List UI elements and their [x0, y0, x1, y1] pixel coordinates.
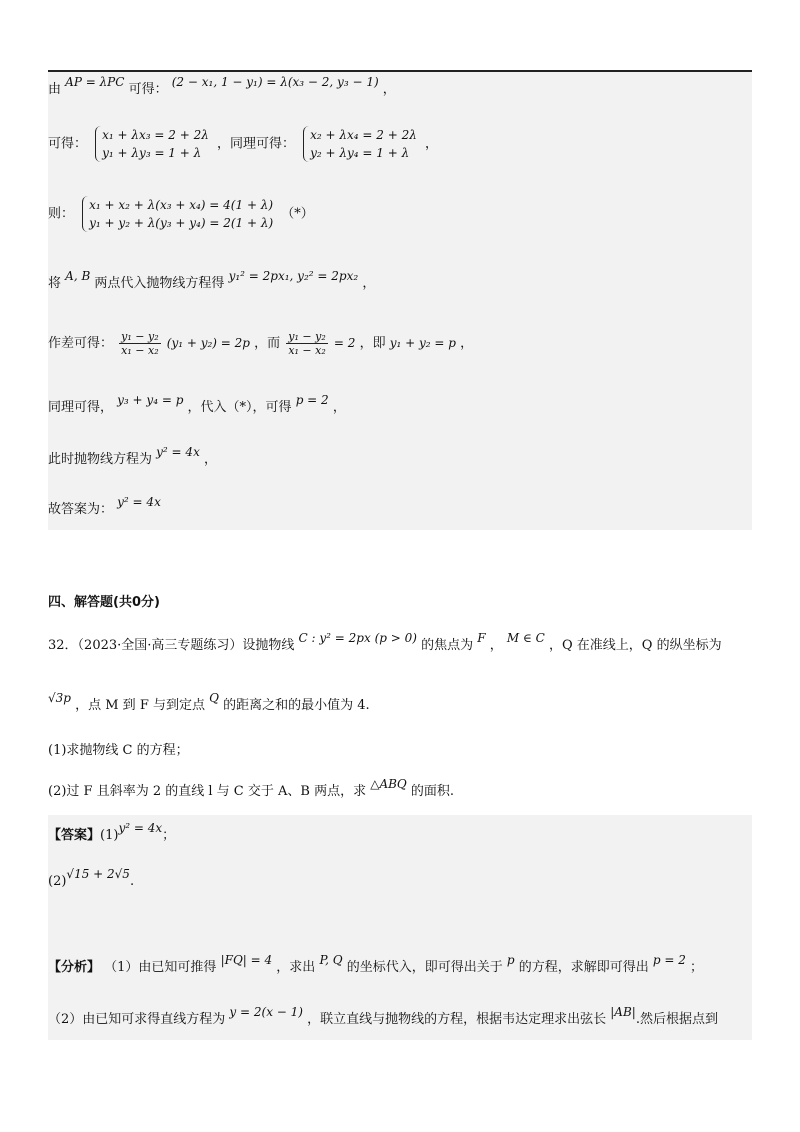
text: 由 [48, 82, 62, 97]
analysis-line-1 [48, 953, 703, 977]
question-32-line-2 [48, 691, 370, 715]
solution-line-5 [48, 330, 473, 357]
text: ，点 M 到 F 与到定点 [75, 698, 205, 713]
solution-line-4 [48, 269, 376, 293]
answer-line-1 [48, 821, 176, 845]
text: .然后根据点到 [635, 1012, 718, 1027]
answer-shaded-block [48, 815, 752, 1040]
answer-label: 【答案】 [48, 828, 101, 843]
text: 可得： [48, 136, 88, 152]
triangle-symbol: △ABQ [370, 777, 407, 791]
text: ， [382, 82, 396, 97]
equation-system-2 [303, 126, 417, 162]
text: (2) [48, 874, 67, 889]
answer-line-2 [48, 867, 135, 891]
equation: x₁ + x₂ + λ(x₃ + x₄) = 4(1 + λ) [89, 198, 274, 212]
equation: y₁ + λy₃ = 1 + λ [102, 146, 202, 160]
math-expression: p = 2 [652, 953, 686, 967]
points: P, Q [319, 953, 343, 967]
text: 的面积. [410, 784, 455, 799]
vector-equation: AP = λPC [65, 75, 125, 89]
text: ，联立直线与抛物线的方程，根据韦达定理求出弦长 [307, 1012, 607, 1027]
text: （2）由已知可求得直线方程为 [48, 1012, 226, 1027]
text: ，而 [254, 336, 281, 351]
solution-line-1 [48, 75, 396, 99]
text: ，求出 [276, 960, 316, 975]
analysis-line-2 [48, 1005, 718, 1029]
text: 将 [48, 276, 62, 291]
text: 的方程，求解即可得出 [518, 960, 649, 975]
math-expression: √3p [48, 691, 71, 705]
solution-line-8 [48, 495, 161, 519]
equation: y² = 4x [117, 495, 161, 509]
question-32-line-1 [48, 631, 722, 655]
text: 此时抛物线方程为 [48, 452, 153, 467]
numerator: y₁ − y₂ [121, 330, 159, 343]
point-symbol: Q [209, 691, 219, 705]
text: 的坐标代入，即可得出关于 [346, 960, 503, 975]
question-32-part-2 [48, 777, 455, 801]
equation: x₂ + λx₄ = 2 + 2λ [310, 128, 417, 142]
text: （1）由已知可推得 [104, 960, 217, 975]
equation-system-1 [95, 126, 209, 162]
math-expression: |FQ| = 4 [220, 953, 273, 967]
answer-equation: y² = 4x [118, 821, 163, 835]
equation: y₂ + λy₄ = 1 + λ [310, 146, 410, 160]
equation: (y₁ + y₂) = 2p [166, 336, 250, 350]
equation: (2 − x₁, 1 − y₁) = λ(x₃ − 2, y₃ − 1) [171, 75, 379, 89]
variable: p [506, 953, 515, 967]
text: 可得： [128, 82, 168, 97]
focus-symbol: F [477, 631, 486, 645]
parabola-equation: C : y² = 2px (p > 0) [298, 631, 417, 645]
text: ，代入（*），可得 [187, 400, 292, 415]
points: A, B [65, 269, 91, 283]
solution-line-3 [48, 196, 314, 232]
text: . [129, 874, 135, 889]
solution-line-7 [48, 445, 217, 469]
text: 的距离之和的最小值为 4. [223, 698, 370, 713]
question-number: 32． [48, 638, 78, 653]
text: 两点代入抛物线方程得 [94, 276, 225, 291]
equation: y₁ + y₂ + λ(y₃ + y₄) = 2(1 + λ) [89, 216, 274, 230]
text: (1) [100, 828, 119, 843]
text: ， [362, 276, 376, 291]
text: (2)过 F 且斜率为 2 的直线 l 与 C 交于 A、B 两点，求 [48, 784, 367, 799]
equation: = 2 [333, 336, 356, 350]
equation: y² = 4x [156, 445, 200, 459]
text: ，Q 在准线上，Q 的纵坐标为 [548, 638, 722, 653]
line-equation: y = 2(x − 1) [229, 1005, 303, 1019]
numerator: y₁ − y₂ [288, 330, 326, 343]
text: 的焦点为 [421, 638, 474, 653]
answer-value: √15 + 2√5 [66, 867, 130, 881]
solution-line-2 [48, 126, 438, 162]
text: 同理可得， [48, 400, 114, 415]
text: 作差可得： [48, 336, 114, 351]
equation: y₁² = 2px₁, y₂² = 2px₂ [228, 269, 359, 283]
question-32-part-1: (1)求抛物线 C 的方程； [48, 743, 189, 758]
math-expression: M ∈ C [506, 631, 545, 645]
denominator: x₁ − x₂ [288, 344, 326, 357]
analysis-label: 【分析】 [48, 960, 101, 975]
text: ， [424, 136, 438, 152]
section-heading: 四、解答题(共0分) [48, 595, 160, 610]
text: 故答案为： [48, 502, 114, 517]
equation: p = 2 [295, 393, 329, 407]
denominator: x₁ − x₂ [121, 344, 159, 357]
text: ； [162, 828, 176, 843]
text: ； [689, 960, 703, 975]
text: （*） [281, 206, 314, 222]
text: ， [460, 336, 474, 351]
text: ，同理可得： [216, 136, 295, 152]
text: ，即 [359, 336, 386, 351]
text: ， [203, 452, 217, 467]
question-source: （2023·全国·高三专题练习）设抛物线 [77, 638, 295, 653]
text: ， [332, 400, 346, 415]
fraction-1 [119, 330, 160, 357]
solution-line-6 [48, 393, 346, 417]
equation: y₁ + y₂ = p [389, 336, 456, 350]
fraction-2 [286, 330, 327, 357]
chord-length: |AB| [610, 1005, 636, 1019]
text: 则： [48, 206, 75, 222]
text: ， [489, 638, 503, 653]
equation: x₁ + λx₃ = 2 + 2λ [102, 128, 209, 142]
equation-system-3 [82, 196, 273, 232]
equation: y₃ + y₄ = p [117, 393, 184, 407]
